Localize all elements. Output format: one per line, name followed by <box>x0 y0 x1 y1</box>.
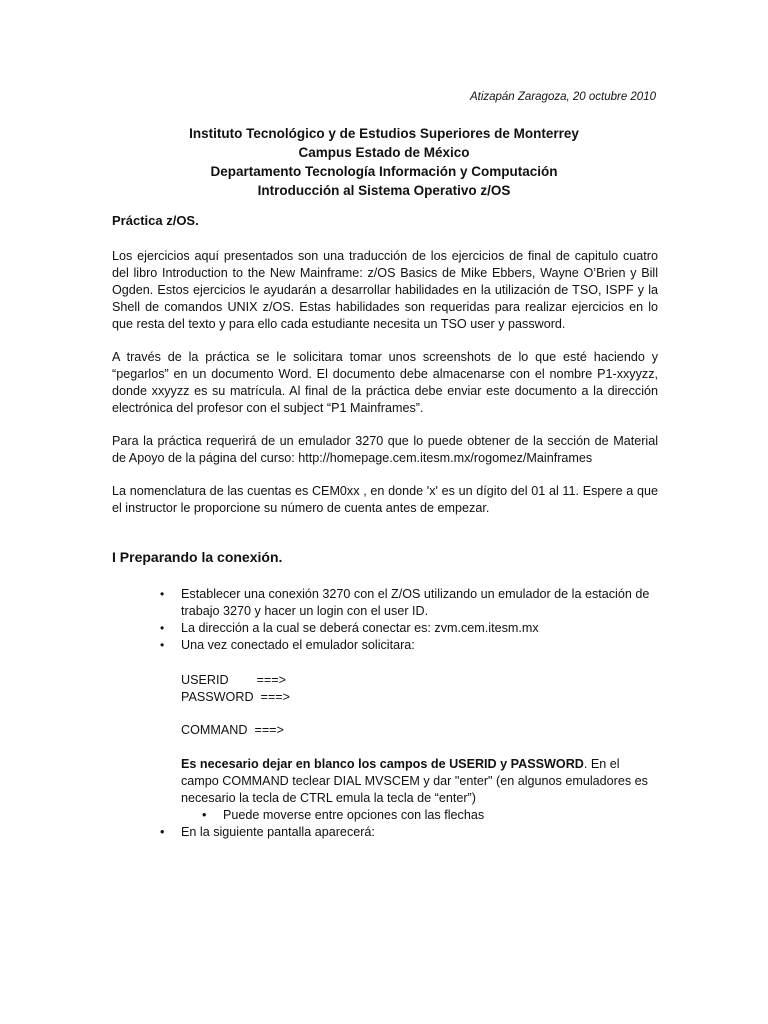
list-item <box>160 620 660 637</box>
final-bullet-text: En la siguiente pantalla aparecerá: <box>181 825 375 839</box>
list-item <box>160 586 660 620</box>
paragraph-screenshots: A través de la práctica se le solicitara tomar unos screenshots de lo que esté haciendo y “pegarlos” en un documento Word. El documento debe almacenarse con el nombre P1-xxyyzz, donde xxyyzz es su matrícula. Al final de la práctica debe enviar este documento a la dirección electrónica del profesor con el subject “P1 Mainframes”. <box>112 350 658 415</box>
bullet-text: Una vez conectado el emulador solicitara: <box>181 638 415 652</box>
list-item <box>202 807 484 824</box>
heading-course: Introducción al Sistema Operativo z/OS <box>257 183 511 198</box>
note-paragraph <box>181 756 651 807</box>
list-item <box>160 637 660 654</box>
command-field-label: COMMAND ===> <box>181 723 284 737</box>
bullet-icon: • <box>202 808 207 822</box>
list-item <box>160 824 375 841</box>
bullet-text: Establecer una conexión 3270 con el Z/OS utilizando un emulador de la estación de trabajo 3270 y hacer un login con el user ID. <box>181 587 650 618</box>
bullet-icon: • <box>160 638 165 652</box>
bullet-icon: • <box>160 587 165 601</box>
section-title: I Preparando la conexión. <box>112 549 283 565</box>
date-line: Atizapán Zaragoza, 20 octubre 2010 <box>469 91 656 103</box>
userid-field-label: USERID ===> <box>181 673 286 687</box>
final-bullet-list <box>160 824 375 841</box>
heading-campus: Campus Estado de México <box>298 145 470 160</box>
bullet-list <box>160 586 660 654</box>
sub-bullet-text: Puede moverse entre opciones con las flechas <box>223 808 485 822</box>
heading-department: Departamento Tecnología Información y Computación <box>210 164 558 179</box>
note-bold-text: Es necesario dejar en blanco los campos de USERID y PASSWORD <box>181 757 584 771</box>
paragraph-emulator: Para la práctica requerirá de un emulador 3270 que lo puede obtener de la sección de Material de Apoyo de la página del curso: http://homepage.cem.itesm.mx/rogomez/Mainframes <box>112 434 658 465</box>
note-rest-text: . En el campo COMMAND teclear DIAL MVSCEM y dar "enter" (en algunos emuladores es necesario la tecla de CTRL emula la tecla de “enter”) <box>181 757 648 805</box>
practica-title: Práctica z/OS. <box>112 213 199 228</box>
heading-institution: Instituto Tecnológico y de Estudios Superiores de Monterrey <box>189 126 579 141</box>
bullet-icon: • <box>160 621 165 635</box>
document-heading <box>112 124 656 200</box>
password-field-label: PASSWORD ===> <box>181 690 290 704</box>
sub-bullet-list <box>202 807 484 824</box>
paragraph-intro: Los ejercicios aquí presentados son una traducción de los ejercicios de final de capitulo cuatro del libro Introduction to the New Mainframe: z/OS Basics de Mike Ebbers, Wayne O’Brien y Bill Ogden. Estos ejercicios le ayudarán a desarrollar habilidades en la utilización de TSO, ISPF y la Shell de comandos UNIX z/OS. Estas habilidades son requeridas para realizar ejercicios en lo que resta del texto y para ello cada estudiante necesita un TSO user y password. <box>112 249 658 331</box>
bullet-text: La dirección a la cual se deberá conectar es: zvm.cem.itesm.mx <box>181 621 539 635</box>
bullet-icon: • <box>160 825 165 839</box>
paragraph-accounts: La nomenclatura de las cuentas es CEM0xx , en donde 'x' es un dígito del 01 al 11. Espere a que el instructor le proporcione su número de cuenta antes de empezar. <box>112 484 658 515</box>
